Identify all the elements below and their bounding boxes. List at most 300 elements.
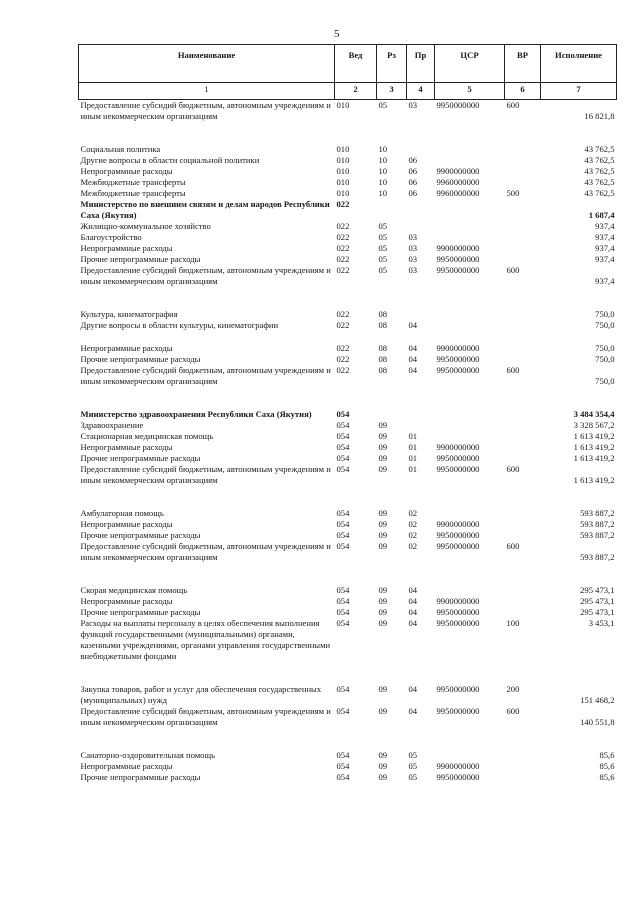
row-rz: 09 <box>378 453 388 463</box>
row-value: 85,6 <box>599 750 615 760</box>
row-ved: 054 <box>336 596 350 606</box>
row-value: 593 887,2 <box>580 508 615 518</box>
spacer-row <box>79 662 617 684</box>
row-value: 750,0 <box>595 320 615 330</box>
row-vr: 600 <box>506 706 520 716</box>
row-csr: 9950000000 <box>436 354 480 364</box>
row-rz: 09 <box>378 541 388 551</box>
row-rz <box>377 199 407 221</box>
row-ved: 022 <box>336 309 350 319</box>
row-name: Здравоохранение <box>80 420 144 430</box>
row-csr: 9900000000 <box>436 519 480 529</box>
budget-table <box>78 44 617 783</box>
row-value: 750,0 <box>595 309 615 319</box>
row-rz: 09 <box>378 431 388 441</box>
row-value: 140 551,8 <box>580 717 615 727</box>
row-name: Санаторно-оздоровительная помощь <box>80 750 215 760</box>
row-ved: 010 <box>336 166 350 176</box>
row-ved: 054 <box>336 684 350 694</box>
row-rz: 05 <box>378 232 388 242</box>
row-csr: 9950000000 <box>436 100 480 110</box>
table-row <box>79 684 617 706</box>
row-csr: 9950000000 <box>436 365 480 375</box>
table-row <box>79 343 617 354</box>
header-pr: Пр <box>407 45 435 83</box>
row-csr <box>435 155 505 166</box>
row-csr: 9960000000 <box>436 177 480 187</box>
spacer-row <box>79 387 617 409</box>
row-vr: 500 <box>506 188 520 198</box>
spacer-row <box>79 331 617 343</box>
row-ved: 054 <box>336 431 350 441</box>
row-ved: 054 <box>336 519 350 529</box>
row-rz: 09 <box>378 464 388 474</box>
row-vr <box>505 420 541 431</box>
row-pr: 04 <box>408 607 418 617</box>
spacer-cell <box>79 122 617 144</box>
row-value: 937,4 <box>595 243 615 253</box>
row-name: Прочие непрограммные расходы <box>80 453 201 463</box>
table-row <box>79 750 617 761</box>
row-rz: 09 <box>378 585 388 595</box>
spacer-cell <box>79 728 617 750</box>
row-pr: 05 <box>408 750 418 760</box>
row-name: Непрограммные расходы <box>80 596 173 606</box>
row-name: Прочие непрограммные расходы <box>80 530 201 540</box>
row-value: 3 328 567,2 <box>573 420 615 430</box>
row-vr <box>505 354 541 365</box>
row-csr: 9950000000 <box>436 772 480 782</box>
row-rz: 09 <box>378 596 388 606</box>
row-vr <box>505 221 541 232</box>
row-value: 593 887,2 <box>580 530 615 540</box>
row-pr: 01 <box>408 442 418 452</box>
row-pr: 06 <box>408 155 418 165</box>
row-pr: 04 <box>408 684 418 694</box>
row-ved: 022 <box>336 265 350 275</box>
row-rz <box>377 409 407 420</box>
row-pr: 05 <box>408 761 418 771</box>
table-row <box>79 453 617 464</box>
header-csr: ЦСР <box>435 45 505 83</box>
row-ved: 022 <box>336 343 350 353</box>
table-row <box>79 618 617 662</box>
row-name: Предоставление субсидий бюджетным, автономным учреждениям и иным некоммерческим организациям <box>80 365 331 386</box>
table-row <box>79 177 617 188</box>
row-value: 3 453,1 <box>588 618 615 628</box>
spacer-cell <box>79 563 617 585</box>
row-value: 1 687,4 <box>588 210 615 220</box>
row-value: 295 473,1 <box>580 607 615 617</box>
table-row <box>79 309 617 320</box>
row-pr: 03 <box>408 254 418 264</box>
row-value: 85,6 <box>599 761 615 771</box>
spacer-row <box>79 122 617 144</box>
table-row <box>79 100 617 123</box>
header-rz: Рз <box>377 45 407 83</box>
row-csr: 9900000000 <box>436 343 480 353</box>
row-pr: 03 <box>408 265 418 275</box>
row-rz: 05 <box>378 243 388 253</box>
row-rz: 10 <box>378 166 388 176</box>
row-rz: 09 <box>378 618 388 628</box>
row-csr: 9950000000 <box>436 464 480 474</box>
row-csr <box>435 420 505 431</box>
row-vr <box>505 596 541 607</box>
row-csr: 9900000000 <box>436 166 480 176</box>
row-pr: 01 <box>408 464 418 474</box>
row-vr <box>505 530 541 541</box>
row-rz: 08 <box>378 365 388 375</box>
header-execution: Исполнение <box>541 45 617 83</box>
row-vr <box>505 453 541 464</box>
row-ved: 054 <box>336 706 350 716</box>
row-value: 937,4 <box>595 232 615 242</box>
row-rz: 09 <box>378 442 388 452</box>
row-ved: 022 <box>336 320 350 330</box>
row-csr: 9950000000 <box>436 706 480 716</box>
row-name: Прочие непрограммные расходы <box>80 354 201 364</box>
row-csr <box>435 585 505 596</box>
spacer-cell <box>79 331 617 343</box>
header-name: Наименование <box>79 45 335 83</box>
spacer-row <box>79 563 617 585</box>
spacer-cell <box>79 662 617 684</box>
header-ved: Вед <box>335 45 377 83</box>
row-name: Прочие непрограммные расходы <box>80 772 201 782</box>
row-name: Непрограммные расходы <box>80 166 173 176</box>
row-csr: 9950000000 <box>436 265 480 275</box>
row-rz: 05 <box>378 254 388 264</box>
row-vr <box>505 431 541 442</box>
spacer-row <box>79 486 617 508</box>
row-name: Предоставление субсидий бюджетным, автономным учреждениям и иным некоммерческим организациям <box>80 100 331 121</box>
row-name: Жилищно-коммунальное хозяйство <box>80 221 211 231</box>
row-csr: 9950000000 <box>436 530 480 540</box>
row-value: 937,4 <box>595 254 615 264</box>
row-pr: 04 <box>408 320 418 330</box>
row-value: 43 762,5 <box>584 166 615 176</box>
row-name: Предоставление субсидий бюджетным, автономным учреждениям и иным некоммерческим организациям <box>80 541 331 562</box>
row-value: 750,0 <box>595 354 615 364</box>
row-pr: 04 <box>408 365 418 375</box>
row-name: Благоустройство <box>80 232 142 242</box>
table-row <box>79 530 617 541</box>
row-pr: 02 <box>408 508 418 518</box>
header-number: 4 <box>407 83 435 100</box>
row-ved: 022 <box>336 365 350 375</box>
row-name: Непрограммные расходы <box>80 442 173 452</box>
row-value: 1 613 419,2 <box>573 453 615 463</box>
row-value: 3 484 354,4 <box>573 409 615 419</box>
row-name: Прочие непрограммные расходы <box>80 254 201 264</box>
row-rz: 09 <box>378 607 388 617</box>
row-name: Другие вопросы в области социальной политики <box>80 155 260 165</box>
row-name: Другие вопросы в области культуры, кинематографии <box>80 320 279 330</box>
spacer-cell <box>79 387 617 409</box>
row-ved: 054 <box>336 453 350 463</box>
row-ved: 010 <box>336 155 350 165</box>
row-csr <box>435 221 505 232</box>
row-pr: 06 <box>408 166 418 176</box>
table-row <box>79 761 617 772</box>
table-row <box>79 354 617 365</box>
table-row <box>79 706 617 728</box>
row-vr <box>505 585 541 596</box>
row-vr: 600 <box>506 265 520 275</box>
row-rz: 10 <box>378 144 388 154</box>
row-name: Непрограммные расходы <box>80 243 173 253</box>
row-csr: 9900000000 <box>436 596 480 606</box>
row-vr <box>505 343 541 354</box>
header-number: 5 <box>435 83 505 100</box>
header-number: 1 <box>79 83 335 100</box>
row-rz: 09 <box>378 684 388 694</box>
table-row <box>79 243 617 254</box>
row-vr <box>505 772 541 783</box>
row-name: Министерство по внешним связям и делам народов Республики Саха (Якутия) <box>80 199 330 220</box>
row-value: 295 473,1 <box>580 596 615 606</box>
row-ved: 010 <box>336 144 350 154</box>
row-name: Предоставление субсидий бюджетным, автономным учреждениям и иным некоммерческим организациям <box>80 464 331 485</box>
row-name: Амбулаторная помощь <box>80 508 164 518</box>
row-pr: 04 <box>408 585 418 595</box>
row-value: 937,4 <box>595 221 615 231</box>
row-value: 43 762,5 <box>584 144 615 154</box>
row-ved: 054 <box>336 442 350 452</box>
row-vr: 600 <box>506 365 520 375</box>
row-value: 1 613 419,2 <box>573 442 615 452</box>
row-ved: 054 <box>336 530 350 540</box>
row-csr <box>435 508 505 519</box>
row-pr: 06 <box>408 177 418 187</box>
row-pr: 02 <box>408 519 418 529</box>
table-row <box>79 254 617 265</box>
row-ved: 010 <box>336 188 350 198</box>
row-ved: 022 <box>336 221 350 231</box>
row-vr <box>505 409 541 420</box>
row-ved: 022 <box>336 199 350 209</box>
header-number: 3 <box>377 83 407 100</box>
table-row <box>79 221 617 232</box>
row-name: Социальная политика <box>80 144 161 154</box>
row-rz: 09 <box>378 772 388 782</box>
table-row <box>79 431 617 442</box>
row-vr <box>505 442 541 453</box>
row-csr: 9960000000 <box>436 188 480 198</box>
row-value: 43 762,5 <box>584 177 615 187</box>
row-ved: 054 <box>336 585 350 595</box>
row-pr <box>407 221 435 232</box>
row-csr: 9950000000 <box>436 254 480 264</box>
row-vr: 100 <box>506 618 520 628</box>
row-rz: 09 <box>378 420 388 430</box>
row-pr: 05 <box>408 772 418 782</box>
row-rz: 08 <box>378 320 388 330</box>
row-ved: 054 <box>336 618 350 628</box>
row-ved: 022 <box>336 254 350 264</box>
row-ved: 022 <box>336 232 350 242</box>
row-rz: 05 <box>378 265 388 275</box>
row-value: 593 887,2 <box>580 552 615 562</box>
row-vr <box>505 508 541 519</box>
table-row <box>79 519 617 530</box>
row-name: Межбюджетные трансферты <box>80 188 186 198</box>
row-ved: 054 <box>336 409 350 419</box>
row-vr <box>505 254 541 265</box>
row-vr <box>505 519 541 530</box>
row-name: Межбюджетные трансферты <box>80 177 186 187</box>
row-csr <box>435 431 505 442</box>
row-name: Культура, кинематография <box>80 309 178 319</box>
row-value: 43 762,5 <box>584 188 615 198</box>
row-value: 1 613 419,2 <box>573 475 615 485</box>
table-row <box>79 232 617 243</box>
row-rz: 10 <box>378 188 388 198</box>
table-body <box>79 100 617 784</box>
row-pr: 04 <box>408 706 418 716</box>
table-row <box>79 155 617 166</box>
row-csr <box>435 144 505 155</box>
row-ved: 022 <box>336 243 350 253</box>
row-rz: 08 <box>378 354 388 364</box>
table-row <box>79 409 617 420</box>
row-name: Стационарная медицинская помощь <box>80 431 214 441</box>
row-vr: 200 <box>506 684 520 694</box>
table-row <box>79 265 617 287</box>
row-pr <box>407 309 435 320</box>
row-vr <box>505 199 541 221</box>
row-vr <box>505 243 541 254</box>
table-row <box>79 541 617 563</box>
table-row <box>79 320 617 331</box>
row-vr: 600 <box>506 464 520 474</box>
row-ved: 054 <box>336 607 350 617</box>
row-vr <box>505 155 541 166</box>
row-rz: 09 <box>378 530 388 540</box>
row-ved: 054 <box>336 541 350 551</box>
row-vr <box>505 320 541 331</box>
row-value: 85,6 <box>599 772 615 782</box>
header-number: 2 <box>335 83 377 100</box>
row-rz: 09 <box>378 508 388 518</box>
table-row <box>79 607 617 618</box>
row-pr <box>407 199 435 221</box>
row-value: 1 613 419,2 <box>573 431 615 441</box>
row-value: 937,4 <box>595 276 615 286</box>
table-header <box>79 45 617 100</box>
row-pr: 03 <box>408 243 418 253</box>
row-ved: 054 <box>336 750 350 760</box>
row-name: Непрограммные расходы <box>80 761 173 771</box>
row-vr <box>505 750 541 761</box>
row-rz: 09 <box>378 750 388 760</box>
row-csr: 9900000000 <box>436 243 480 253</box>
header-vr: ВР <box>505 45 541 83</box>
row-rz: 09 <box>378 761 388 771</box>
row-csr: 9950000000 <box>436 684 480 694</box>
row-pr: 04 <box>408 618 418 628</box>
row-vr <box>505 761 541 772</box>
row-ved: 054 <box>336 508 350 518</box>
row-ved: 054 <box>336 761 350 771</box>
spacer-cell <box>79 287 617 309</box>
row-name: Предоставление субсидий бюджетным, автономным учреждениям и иным некоммерческим организациям <box>80 265 331 286</box>
row-csr <box>435 320 505 331</box>
table-row <box>79 596 617 607</box>
row-pr <box>407 144 435 155</box>
row-csr: 9900000000 <box>436 442 480 452</box>
row-ved: 054 <box>336 772 350 782</box>
row-vr: 600 <box>506 100 520 110</box>
row-name: Прочие непрограммные расходы <box>80 607 201 617</box>
header-number: 6 <box>505 83 541 100</box>
row-rz: 08 <box>378 309 388 319</box>
table-row <box>79 188 617 199</box>
row-pr: 04 <box>408 343 418 353</box>
header-number: 7 <box>541 83 617 100</box>
table-row <box>79 420 617 431</box>
row-value: 750,0 <box>595 376 615 386</box>
row-ved: 022 <box>336 354 350 364</box>
spacer-row <box>79 728 617 750</box>
row-vr <box>505 607 541 618</box>
row-ved: 010 <box>336 177 350 187</box>
row-csr: 9950000000 <box>436 541 480 551</box>
row-rz: 10 <box>378 177 388 187</box>
table-row <box>79 508 617 519</box>
row-ved: 054 <box>336 420 350 430</box>
row-value: 43 762,5 <box>584 155 615 165</box>
row-csr: 9950000000 <box>436 618 480 628</box>
row-rz: 09 <box>378 706 388 716</box>
row-value: 151 468,2 <box>580 695 615 705</box>
row-pr: 03 <box>408 100 418 110</box>
row-value: 750,0 <box>595 343 615 353</box>
spacer-row <box>79 287 617 309</box>
row-rz: 08 <box>378 343 388 353</box>
row-name: Министерство здравоохранения Республики Саха (Якутия) <box>80 409 312 419</box>
table-row <box>79 144 617 155</box>
table-row <box>79 585 617 596</box>
row-pr: 01 <box>408 431 418 441</box>
row-value: 16 821,8 <box>584 111 615 121</box>
row-pr: 03 <box>408 232 418 242</box>
row-vr <box>505 309 541 320</box>
row-pr <box>407 420 435 431</box>
row-pr: 02 <box>408 541 418 551</box>
row-csr <box>435 232 505 243</box>
row-value: 593 887,2 <box>580 519 615 529</box>
table-row <box>79 365 617 387</box>
row-ved: 010 <box>336 100 350 110</box>
row-rz: 09 <box>378 519 388 529</box>
row-name: Скорая медицинская помощь <box>80 585 188 595</box>
row-pr: 02 <box>408 530 418 540</box>
row-vr <box>505 144 541 155</box>
row-pr: 04 <box>408 596 418 606</box>
row-vr <box>505 166 541 177</box>
table-row <box>79 442 617 453</box>
row-csr: 9900000000 <box>436 761 480 771</box>
row-name: Закупка товаров, работ и услуг для обеспечения государственных (муниципальных) нужд <box>80 684 322 705</box>
spacer-cell <box>79 486 617 508</box>
row-csr: 9950000000 <box>436 453 480 463</box>
row-vr: 600 <box>506 541 520 551</box>
row-csr <box>435 750 505 761</box>
row-vr <box>505 177 541 188</box>
row-rz: 05 <box>378 100 388 110</box>
